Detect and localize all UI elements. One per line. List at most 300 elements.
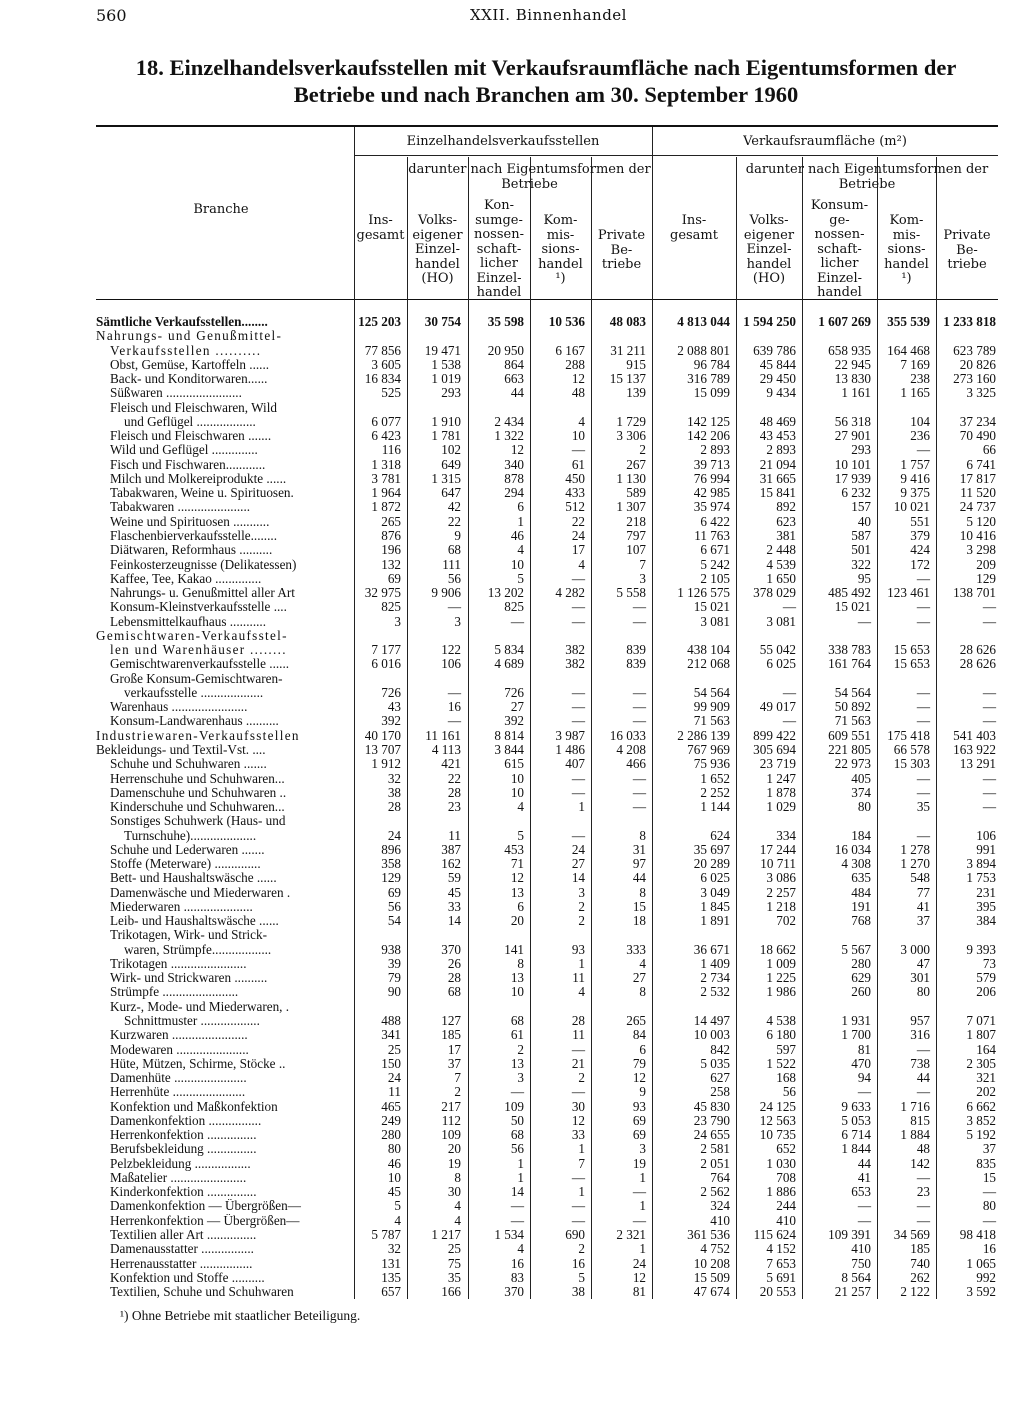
- table-cell: 2 581: [700, 1141, 730, 1157]
- table-cell: 102: [441, 442, 461, 458]
- table-cell: 623: [776, 513, 796, 529]
- table-cell: 129: [381, 870, 401, 886]
- table-cell: 5 787: [371, 1227, 401, 1242]
- table-cell: 1 986: [766, 984, 796, 1000]
- table-cell: 2 105: [700, 570, 730, 586]
- table-cell: 3 781: [371, 470, 401, 486]
- table-cell: 17 817: [959, 470, 996, 486]
- row-label: Verkaufsstellen ..........: [110, 343, 262, 358]
- table-cell: 54: [387, 913, 401, 929]
- table-cell: 1 884: [900, 1127, 930, 1143]
- table-row: [96, 1057, 998, 1071]
- table-cell: 20 950: [487, 342, 524, 358]
- header-kommission: Kom- mis- sions- handel ¹): [538, 213, 583, 286]
- table-cell: —: [571, 570, 585, 586]
- row-label: Fleisch und Fleischwaren .......: [110, 429, 272, 444]
- table-cell: 69: [632, 1127, 646, 1143]
- table-cell: 1 652: [700, 770, 730, 786]
- table-cell: 392: [504, 713, 524, 729]
- table-cell: 525: [381, 385, 401, 401]
- table-cell: 899 422: [753, 727, 796, 743]
- table-cell: 690: [565, 1227, 585, 1242]
- table-cell: 3 298: [966, 542, 996, 558]
- table-row: [96, 1000, 998, 1014]
- table-cell: 6 423: [371, 428, 401, 444]
- table-cell: 68: [447, 542, 461, 558]
- table-cell: 11: [572, 970, 585, 986]
- table-row: [96, 643, 998, 657]
- table-cell: —: [571, 599, 585, 615]
- table-cell: 708: [776, 1169, 796, 1185]
- table-cell: 1 009: [766, 955, 796, 971]
- table-cell: 2 051: [700, 1155, 730, 1171]
- table-cell: 378 029: [753, 585, 796, 601]
- table-cell: —: [571, 699, 585, 715]
- table-cell: 991: [976, 841, 996, 857]
- table-cell: 80: [916, 984, 930, 1000]
- table-cell: 131: [381, 1255, 401, 1271]
- table-cell: 10: [571, 428, 585, 444]
- table-cell: 15 653: [893, 656, 930, 672]
- table-cell: 106: [976, 827, 996, 843]
- table-row: [96, 386, 998, 400]
- table-row: [96, 429, 998, 443]
- table-cell: 892: [776, 499, 796, 515]
- table-cell: 627: [710, 1070, 730, 1086]
- row-label: Kurz-, Mode- und Miederwaren, .: [110, 999, 290, 1014]
- table-cell: 658 935: [828, 342, 871, 358]
- table-cell: 2 252: [700, 784, 730, 800]
- table-cell: 1 029: [766, 799, 796, 815]
- table-cell: 5 567: [841, 941, 871, 957]
- table-cell: 11 763: [694, 527, 730, 543]
- table-cell: 32 975: [364, 585, 401, 601]
- table-cell: 22 945: [834, 356, 871, 372]
- table-cell: 244: [776, 1198, 796, 1214]
- table-cell: 839: [626, 642, 646, 658]
- row-label: Herrenausstatter ................: [110, 1256, 253, 1271]
- table-cell: 37: [447, 1055, 461, 1071]
- table-cell: —: [857, 1212, 871, 1228]
- header-konsum: Kon- sumge- nossen- schaft- licher Einzel- handel: [473, 198, 524, 300]
- table-cell: —: [571, 1198, 585, 1214]
- body-column-divider: [407, 299, 408, 1299]
- table-cell: 22: [571, 513, 585, 529]
- table-cell: 878: [504, 470, 524, 486]
- table-cell: 1: [639, 1241, 646, 1257]
- table-cell: 11 520: [960, 485, 996, 501]
- table-cell: 29 450: [759, 371, 796, 387]
- table-cell: 80: [857, 799, 871, 815]
- table-cell: 7 071: [966, 1013, 996, 1029]
- table-cell: 28 626: [959, 656, 996, 672]
- row-label: Fleisch und Fleischwaren, Wild: [110, 400, 277, 415]
- table-cell: 71 563: [693, 713, 730, 729]
- table-cell: 10: [387, 1169, 401, 1185]
- header-sub-verkaufsraumflaeche: darunter nach Eigentumsformen der Betriebe: [745, 162, 989, 192]
- table-cell: 71 563: [834, 713, 871, 729]
- row-label: Damenkonfektion — Übergrößen—: [110, 1199, 301, 1214]
- table-cell: 95: [857, 570, 871, 586]
- row-label: Kinderschuhe und Schuhwaren...: [110, 800, 285, 815]
- table-cell: 392: [381, 713, 401, 729]
- table-cell: 3 049: [700, 884, 730, 900]
- table-cell: 48 083: [609, 314, 646, 329]
- table-cell: 26: [447, 955, 461, 971]
- table-row: [96, 572, 998, 586]
- table-cell: 16 834: [364, 371, 401, 387]
- table-cell: 265: [381, 513, 401, 529]
- table-row: [96, 1257, 998, 1271]
- row-label: Diätwaren, Reformhaus ..........: [110, 543, 273, 558]
- table-cell: 32: [387, 770, 401, 786]
- row-label: Kurzwaren .......................: [110, 1028, 248, 1043]
- table-cell: 27 901: [834, 428, 871, 444]
- table-row: [96, 971, 998, 985]
- table-cell: —: [632, 770, 646, 786]
- table-cell: —: [632, 699, 646, 715]
- title-line-1: 18. Einzelhandelsverkaufsstellen mit Verkaufsraumfläche nach Eigentumsformen der: [135, 55, 957, 80]
- table-cell: 30: [447, 1184, 461, 1200]
- table-cell: 16: [571, 1255, 585, 1271]
- table-cell: 9 393: [966, 941, 996, 957]
- table-cell: 1: [578, 1141, 585, 1157]
- table-cell: 21: [571, 1055, 585, 1071]
- header-group-verkaufsraumflaeche: Verkaufsraumfläche (m²): [743, 134, 907, 149]
- table-cell: 191: [851, 898, 871, 914]
- table-cell: 835: [976, 1155, 996, 1171]
- table-cell: 77: [916, 884, 930, 900]
- table-cell: 1 030: [766, 1155, 796, 1171]
- table-cell: 1 807: [966, 1027, 996, 1043]
- table-row: [96, 672, 998, 686]
- table-cell: —: [982, 1184, 996, 1200]
- table-cell: 48: [916, 1141, 930, 1157]
- row-label: Warenhaus .......................: [110, 700, 248, 715]
- table-cell: 109: [441, 1127, 461, 1143]
- table-cell: 24: [571, 841, 585, 857]
- table-cell: 597: [776, 1041, 796, 1057]
- table-cell: 1 307: [616, 499, 646, 515]
- table-cell: 115 624: [753, 1227, 796, 1242]
- table-row: [96, 586, 998, 600]
- table-cell: 3 592: [966, 1284, 996, 1300]
- header-konsum-flaeche: Konsum- ge- nossen- schaft- licher Einzel- handel: [810, 198, 869, 300]
- table-cell: 1: [578, 955, 585, 971]
- table-cell: 157: [851, 499, 871, 515]
- table-cell: 2 448: [766, 542, 796, 558]
- table-cell: 768: [851, 913, 871, 929]
- table-row: [96, 1271, 998, 1285]
- table-cell: 6 422: [700, 513, 730, 529]
- table-cell: —: [510, 1212, 524, 1228]
- table-body: [96, 315, 998, 1299]
- table-cell: 39 713: [693, 456, 730, 472]
- table-cell: 2 286 139: [677, 727, 730, 743]
- table-cell: 258: [710, 1084, 730, 1100]
- table-cell: 1: [578, 1184, 585, 1200]
- table-cell: 466: [626, 756, 646, 772]
- table-cell: 4 208: [616, 741, 646, 757]
- table-cell: 45: [447, 884, 461, 900]
- table-cell: 647: [441, 485, 461, 501]
- table-cell: 4: [454, 1212, 461, 1228]
- table-cell: 45 830: [693, 1098, 730, 1114]
- table-cell: —: [632, 613, 646, 629]
- table-cell: 10: [510, 984, 524, 1000]
- table-cell: —: [916, 570, 930, 586]
- table-cell: 217: [441, 1098, 461, 1114]
- table-cell: 50 892: [834, 699, 871, 715]
- table-cell: 7 169: [900, 356, 930, 372]
- table-cell: 1 872: [371, 499, 401, 515]
- table-cell: 162: [441, 856, 461, 872]
- table-cell: 484: [851, 884, 871, 900]
- table-row: [96, 928, 998, 942]
- table-cell: 12: [632, 1070, 646, 1086]
- table-cell: —: [571, 827, 585, 843]
- table-cell: 4 152: [766, 1241, 796, 1257]
- table-cell: 6 077: [371, 413, 401, 429]
- table-cell: 4: [517, 542, 524, 558]
- table-cell: 28: [447, 784, 461, 800]
- table-cell: 90: [387, 984, 401, 1000]
- table-cell: 5: [517, 827, 524, 843]
- table-cell: 1: [517, 513, 524, 529]
- table-cell: 79: [387, 970, 401, 986]
- table-cell: 938: [381, 941, 401, 957]
- table-cell: —: [916, 699, 930, 715]
- table-cell: 7: [454, 1070, 461, 1086]
- table-cell: 24: [632, 1255, 646, 1271]
- table-row: [96, 1185, 998, 1199]
- row-label: Tabakwaren ......................: [110, 500, 251, 515]
- table-cell: 13: [510, 1055, 524, 1071]
- table-row: [96, 786, 998, 800]
- table-row: [96, 629, 998, 643]
- table-cell: 27: [510, 699, 524, 715]
- table-cell: 280: [381, 1127, 401, 1143]
- row-label: Herrenkonfektion ...............: [110, 1128, 257, 1143]
- table-cell: —: [982, 713, 996, 729]
- table-cell: 450: [565, 470, 585, 486]
- row-label: verkaufsstelle ...................: [124, 685, 264, 700]
- body-column-divider: [936, 299, 937, 1299]
- table-cell: 355 539: [887, 314, 930, 329]
- table-cell: 196: [381, 542, 401, 558]
- table-cell: 28: [447, 970, 461, 986]
- table-cell: 75: [447, 1255, 461, 1271]
- table-cell: 13 202: [487, 585, 524, 601]
- table-row: [96, 772, 998, 786]
- table-cell: 1 278: [900, 841, 930, 857]
- table-cell: 4 538: [766, 1013, 796, 1029]
- table-cell: 56: [782, 1084, 796, 1100]
- table-cell: 150: [381, 1055, 401, 1071]
- table-cell: 8: [639, 827, 646, 843]
- row-label: Stoffe (Meterware) ..............: [110, 857, 261, 872]
- table-cell: 106: [441, 656, 461, 672]
- table-cell: 2: [578, 1241, 585, 1257]
- row-label: Fisch und Fischwaren............: [110, 457, 266, 472]
- table-cell: 3 852: [966, 1112, 996, 1128]
- table-cell: 25: [447, 1241, 461, 1257]
- row-label: Süßwaren .......................: [110, 386, 242, 401]
- table-cell: 453: [504, 841, 524, 857]
- table-cell: 305 694: [753, 741, 796, 757]
- table-cell: 15 653: [893, 642, 930, 658]
- table-cell: 249: [381, 1112, 401, 1128]
- table-cell: 358: [381, 856, 401, 872]
- table-cell: 2 434: [494, 413, 524, 429]
- row-label: und Geflügel ..................: [124, 414, 256, 429]
- table-cell: 1: [517, 1155, 524, 1171]
- row-label: Kaffee, Tee, Kakao ..............: [110, 571, 262, 586]
- table-cell: 14: [571, 870, 585, 886]
- row-label: Schnittmuster ..................: [124, 1014, 260, 1029]
- body-column-divider: [877, 299, 878, 1299]
- table-cell: 23 719: [759, 756, 796, 772]
- table-cell: 13: [510, 884, 524, 900]
- table-cell: 24 125: [759, 1098, 796, 1114]
- table-cell: —: [632, 784, 646, 800]
- table-cell: 238: [910, 371, 930, 387]
- table-cell: —: [571, 442, 585, 458]
- table-cell: 23: [447, 799, 461, 815]
- table-cell: 702: [776, 913, 796, 929]
- table-cell: 639 786: [753, 342, 796, 358]
- row-label: Damenschuhe und Schuhwaren ..: [110, 785, 287, 800]
- table-cell: 16 034: [834, 841, 871, 857]
- table-cell: —: [916, 613, 930, 629]
- table-cell: 8: [639, 884, 646, 900]
- table-cell: 334: [776, 827, 796, 843]
- table-cell: 273 160: [953, 371, 996, 387]
- row-label: Tabakwaren, Weine u. Spirituosen.: [110, 486, 294, 501]
- body-column-divider: [652, 299, 653, 1299]
- row-label: Obst, Gemüse, Kartoffeln ......: [110, 357, 270, 372]
- table-cell: 221 805: [828, 741, 871, 757]
- table-cell: 1 878: [766, 784, 796, 800]
- table-cell: 322: [851, 556, 871, 572]
- table-cell: 1 538: [431, 356, 461, 372]
- table-cell: 3 987: [555, 727, 585, 743]
- table-cell: 465: [381, 1098, 401, 1114]
- running-head: XXII. Binnenhandel: [470, 6, 627, 24]
- row-label: Große Konsum-Gemischtwaren-: [110, 671, 283, 686]
- table-cell: 1 217: [431, 1227, 461, 1242]
- table-row: [96, 344, 998, 358]
- table-cell: 424: [910, 542, 930, 558]
- table-row: [96, 843, 998, 857]
- table-cell: —: [510, 1198, 524, 1214]
- table-cell: 11: [448, 827, 461, 843]
- table-cell: 262: [910, 1269, 930, 1285]
- row-label: Leib- und Haushaltswäsche ......: [110, 914, 279, 929]
- table-cell: —: [632, 684, 646, 700]
- table-cell: 5: [578, 1269, 585, 1285]
- table-row: [96, 1171, 998, 1185]
- table-cell: 6: [639, 1041, 646, 1057]
- table-cell: 10: [510, 784, 524, 800]
- row-label: Damenhüte ......................: [110, 1071, 247, 1086]
- table-cell: 35 697: [693, 841, 730, 857]
- table-cell: 34 569: [893, 1227, 930, 1242]
- table-cell: 957: [910, 1013, 930, 1029]
- table-row: [96, 329, 998, 343]
- row-label: Feinkosterzeugnisse (Delikatessen): [110, 557, 297, 572]
- row-label: Trikotagen, Wirk- und Strick-: [110, 928, 267, 943]
- table-row: [96, 415, 998, 429]
- table-cell: 93: [632, 1098, 646, 1114]
- row-label: Pelzbekleidung .................: [110, 1156, 251, 1171]
- table-cell: 5: [394, 1198, 401, 1214]
- table-cell: —: [982, 770, 996, 786]
- table-cell: 1 931: [841, 1013, 871, 1029]
- table-cell: 1 781: [431, 428, 461, 444]
- table-cell: 6 016: [371, 656, 401, 672]
- table-cell: 1 912: [371, 756, 401, 772]
- header-volks: Volks- eigener Einzel- handel (HO): [412, 213, 463, 286]
- row-label: Maßatelier .......................: [110, 1170, 247, 1185]
- table-row: [96, 558, 998, 572]
- header-branche: Branche: [193, 202, 249, 217]
- table-cell: 387: [441, 841, 461, 857]
- table-cell: —: [916, 599, 930, 615]
- body-column-divider: [591, 299, 592, 1299]
- table-cell: 14: [447, 913, 461, 929]
- table-cell: —: [632, 1184, 646, 1200]
- table-cell: 4 813 044: [677, 314, 730, 329]
- table-cell: —: [571, 1212, 585, 1228]
- table-cell: 2: [454, 1084, 461, 1100]
- table-cell: 1 144: [700, 799, 730, 815]
- table-cell: 10 003: [693, 1027, 730, 1043]
- table-cell: 9 633: [841, 1098, 871, 1114]
- table-cell: 15 509: [693, 1269, 730, 1285]
- table-cell: 69: [387, 570, 401, 586]
- table-row: [96, 1199, 998, 1213]
- table-cell: 31 665: [759, 470, 796, 486]
- header-private-flaeche: Private Be- triebe: [943, 228, 991, 272]
- table-cell: 5 558: [616, 585, 646, 601]
- table-cell: 1 534: [494, 1227, 524, 1242]
- table-row: [96, 886, 998, 900]
- table-cell: —: [857, 613, 871, 629]
- table-cell: 80: [387, 1141, 401, 1157]
- table-cell: 1 522: [766, 1055, 796, 1071]
- table-cell: 3 000: [900, 941, 930, 957]
- table-cell: 1 126 575: [677, 585, 730, 601]
- table-cell: 11 161: [425, 727, 461, 743]
- table-cell: 6 714: [841, 1127, 871, 1143]
- table-cell: 1 233 818: [943, 314, 996, 329]
- table-cell: 164: [976, 1041, 996, 1057]
- table-cell: 797: [626, 527, 646, 543]
- table-cell: 9: [639, 1084, 646, 1100]
- table-cell: 4 113: [431, 741, 461, 757]
- table-cell: 7: [639, 556, 646, 572]
- table-cell: 1 315: [431, 470, 461, 486]
- table-cell: 16: [982, 1241, 996, 1257]
- table-cell: 7 177: [371, 642, 401, 658]
- table-cell: 301: [910, 970, 930, 986]
- table-cell: 71: [510, 856, 524, 872]
- table-cell: 1 910: [431, 413, 461, 429]
- table-cell: 17: [447, 1041, 461, 1057]
- table-cell: 49 017: [759, 699, 796, 715]
- table-row: [96, 814, 998, 828]
